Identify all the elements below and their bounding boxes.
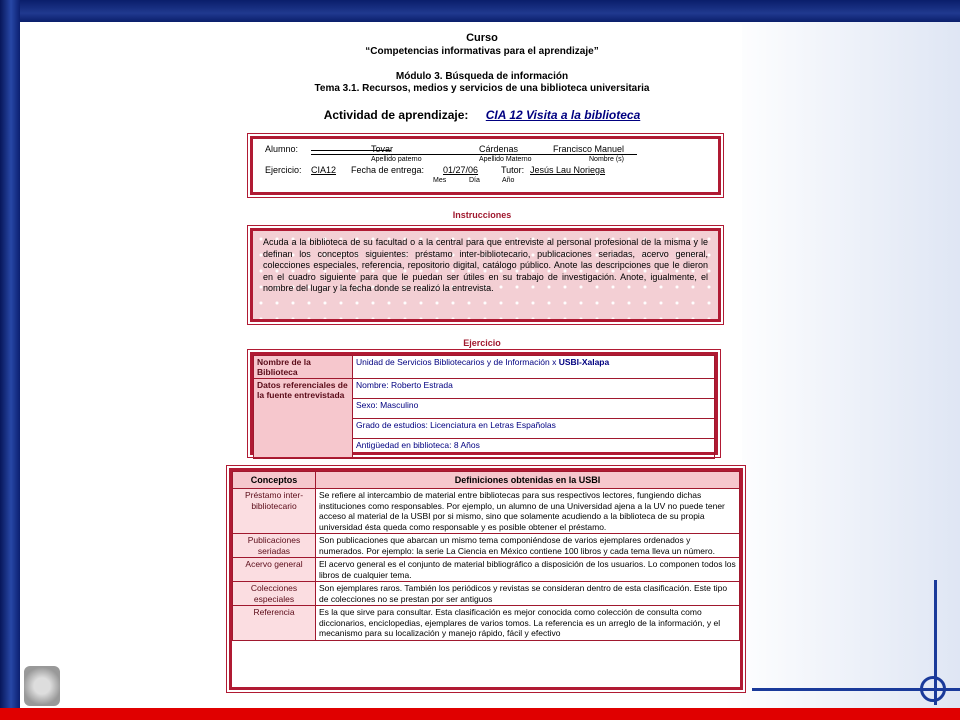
topic-title: Tema 3.1. Recursos, medios y servicios de una biblioteca universitaria — [314, 83, 650, 94]
activity-link[interactable]: CIA 12 Visita a la biblioteca — [485, 108, 641, 122]
instructions-text: Acuda a la biblioteca de su facultad o a la central para que entreviste al personal profesional de la misma y le definan los conceptos siguientes: préstamo inter-bibliotecario, publicaciones seriadas, acervo general, colecciones especiales, referencia, repositorio digital, catálogo público. Anote las descripciones que le dieron en el cuadro siguiente para que le puedan ser útiles en su trabajo de investigación. Anote, igualmente, el nombre del lugar y la fecha donde se realizó la entrevista. — [263, 237, 708, 293]
instructions-box — [250, 228, 721, 322]
library-value — [353, 356, 715, 379]
tutor-value: Jesús Lau Noriega — [530, 165, 606, 175]
caption-anio: Año — [502, 177, 515, 184]
concept-term: Acervo general — [233, 558, 316, 582]
source-sex: Sexo: Masculino — [353, 399, 715, 419]
caption-dia: Día — [469, 177, 480, 184]
definitions-header: Definiciones obtenidas en la USBI — [316, 472, 740, 489]
concept-definition: Son ejemplares raros. También los periódicos y revistas se consideran dentro de esta clasificación. Este tipo de colecciones no se prestan por ser antiguos — [316, 582, 740, 606]
alumno-label: Alumno: — [265, 144, 299, 154]
ejercicio-label: Ejercicio: — [265, 165, 302, 175]
apellido-paterno: Tovar — [371, 144, 394, 154]
slide-bottom-bar — [0, 708, 960, 720]
concepts-header: Conceptos — [233, 472, 316, 489]
module-title: Módulo 3. Búsqueda de información — [395, 71, 569, 82]
fecha-value: 01/27/06 — [443, 165, 479, 175]
caption-paterno: Apellido paterno — [371, 156, 422, 163]
slide-left-bar — [0, 0, 20, 720]
nombres: Francisco Manuel — [553, 144, 625, 154]
instructions-heading: Instrucciones — [452, 210, 512, 220]
ejercicio-value: CIA12 — [311, 165, 337, 175]
table-row — [233, 534, 740, 558]
concept-term: Publicaciones seriadas — [233, 534, 316, 558]
tutor-label: Tutor: — [501, 165, 525, 175]
table-row — [254, 356, 715, 379]
exercise-heading: Ejercicio — [463, 338, 501, 348]
concept-definition: Es la que sirve para consultar. Esta clasificación es mejor conocida como colección de consulta como diccionarios, enciclopedias, ejemplares de varios tomos. La referencia es un arreglo de la información, y el mecanismo para su localización y manejo rápido, fácil y efectivo — [316, 606, 740, 641]
activity-label: Actividad de aprendizaje: — [323, 108, 469, 122]
source-degree: Grado de estudios: Licenciatura en Letras Españolas — [353, 419, 715, 439]
slide-top-bar — [0, 0, 960, 22]
source-label: Datos referenciales de la fuente entrevistada — [254, 379, 353, 459]
table-row — [233, 489, 740, 534]
concept-term: Referencia — [233, 606, 316, 641]
decor-circle-icon — [920, 676, 946, 702]
source-seniority: Antigüedad en biblioteca: 8 Años — [353, 439, 715, 459]
table-header-row — [233, 472, 740, 489]
table-row — [233, 606, 740, 641]
document-page — [222, 24, 742, 690]
student-info-box — [250, 136, 721, 195]
caption-nombres: Nombre (s) — [589, 156, 625, 163]
caption-materno: Apellido Materno — [479, 156, 532, 163]
table-row — [233, 558, 740, 582]
concept-definition: El acervo general es el conjunto de material bibliográfico a disposición de los usuarios. Lo componen todos los libros de cualquier tema. — [316, 558, 740, 582]
university-seal-icon — [24, 666, 60, 706]
concept-term: Colecciones especiales — [233, 582, 316, 606]
source-name: Nombre: Roberto Estrada — [353, 379, 715, 399]
table-row — [233, 582, 740, 606]
apellido-materno: Cárdenas — [479, 144, 519, 154]
concept-definition: Son publicaciones que abarcan un mismo tema componiéndose de varios ejemplares ordenados y numerados. Por ejemplo: la serie La Ciencia en México contiene 100 libros y cada tema lleva un número. — [316, 534, 740, 558]
library-label: Nombre de la Biblioteca — [254, 356, 353, 379]
fecha-label: Fecha de entrega: — [351, 165, 425, 175]
alumno-underline — [311, 154, 637, 155]
course-label: Curso — [466, 32, 498, 44]
course-name: “Competencias informativas para el aprendizaje” — [365, 46, 599, 57]
activity-heading — [222, 108, 742, 122]
concepts-table — [229, 468, 743, 690]
library-name: Unidad de Servicios Bibliotecarios y de Información x — [356, 357, 559, 367]
caption-mes: Mes — [433, 177, 447, 184]
library-short-name: USBI-Xalapa — [558, 357, 610, 367]
exercise-table — [250, 352, 718, 455]
concept-definition: Se refiere al intercambio de material entre bibliotecas para sus respectivos lectores, fungiendo dichas instituciones como responsables. Por ejemplo, un alumno de una Universidad ajena a la UV no puede tener acceso al material de la USBI por si mismo, sino que solamente acudiendo a la biblioteca de su propia universidad ésta queda como responsable y es posible obtener el préstamo. — [316, 489, 740, 534]
concept-term: Préstamo inter-bibliotecario — [233, 489, 316, 534]
table-row — [254, 379, 715, 399]
